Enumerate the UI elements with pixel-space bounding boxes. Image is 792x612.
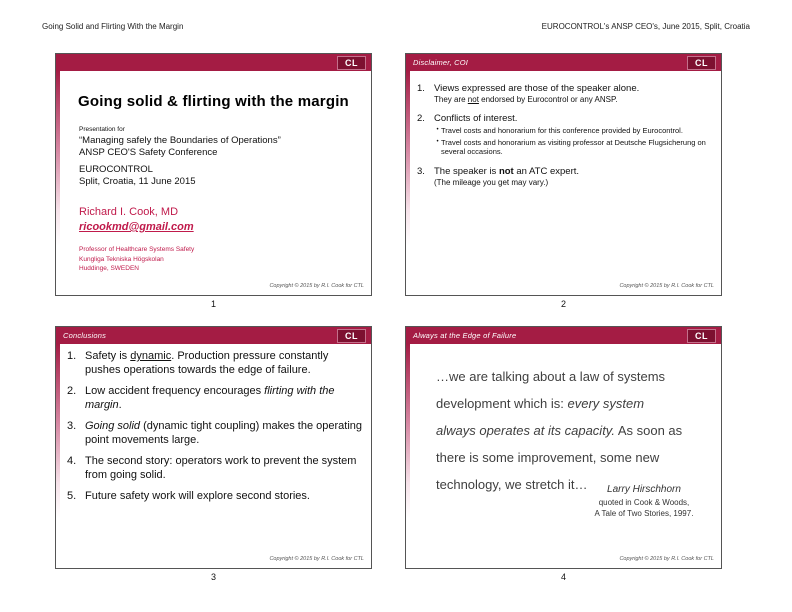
list-item-number: 1.	[417, 83, 425, 94]
bullet-icon: •	[436, 127, 439, 133]
numbered-list	[417, 83, 713, 196]
presentation-kicker: Presentation for	[79, 126, 125, 133]
attribution-name: Larry Hirschhorn	[607, 484, 681, 495]
list-item-number: 5.	[67, 490, 77, 502]
left-gradient-strip	[56, 344, 60, 568]
slide-1-title-bar	[56, 54, 371, 71]
list-item-number: 2.	[417, 113, 425, 124]
conference-name: ANSP CEO'S Safety Conference	[79, 147, 218, 158]
slide-3-conclusions	[55, 326, 372, 569]
ctl-logo: CL	[337, 56, 366, 70]
list-item-text: Conflicts of interest.	[434, 113, 518, 124]
slide-4-quote	[405, 326, 722, 569]
ctl-logo: CL	[687, 56, 716, 70]
affiliation-line: Kungliga Tekniska Högskolan	[79, 255, 164, 263]
left-gradient-strip	[56, 71, 60, 295]
presentation-title: Going solid & flirting with the margin	[78, 93, 349, 110]
list-item-subtext: They are not endorsed by Eurocontrol or any ANSP.	[434, 95, 618, 104]
copyright-notice: Copyright © 2015 by R.I. Cook for CTL	[619, 283, 714, 289]
list-item: 4. The second story: operators work to prevent the system from going solid.	[67, 455, 357, 481]
venue-info	[79, 164, 196, 188]
slide-1-title-slide	[55, 53, 372, 296]
left-gradient-strip	[406, 71, 410, 295]
author-name: Richard I. Cook, MD	[79, 206, 179, 218]
list-item-number: 1.	[67, 350, 77, 362]
handout-header-right: EUROCONTROL's ANSP CEO's, June 2015, Split, Croatia	[541, 22, 750, 31]
conference-info	[79, 135, 281, 159]
bullet-icon: •	[436, 138, 439, 145]
slide-bar-title: Conclusions	[63, 331, 107, 340]
quote-text: …we are talking about a law of systems development which is: every system always operates at its capacity. As soon as there is some improvement, some new technology, we stretch it…	[436, 369, 683, 492]
slide-4-title-bar	[406, 327, 721, 344]
copyright-notice: Copyright © 2015 by R.I. Cook for CTL	[269, 283, 364, 289]
list-item: 3. Going solid (dynamic tight coupling) makes the operating point movements large.	[67, 420, 362, 446]
list-item-text: Views expressed are those of the speaker alone.	[434, 83, 640, 94]
copyright-notice: Copyright © 2015 by R.I. Cook for CTL	[269, 556, 364, 562]
list-item: 5. Future safety work will explore second stories.	[67, 490, 310, 502]
slide-page-number: 2	[560, 299, 566, 309]
ctl-logo: CL	[687, 329, 716, 343]
quote-attribution	[569, 484, 719, 519]
numbered-list	[67, 350, 363, 512]
list-item: 1. Safety is dynamic. Production pressure constantly pushes operations towards the edge of failure.	[67, 350, 329, 376]
slide-bar-title: Always at the Edge of Failure	[413, 331, 517, 340]
attribution-source: quoted in Cook & Woods,	[598, 498, 690, 507]
list-item	[417, 113, 713, 157]
list-item: 2. Low accident frequency encourages flirting with the margin.	[67, 385, 335, 411]
organization: EUROCONTROL	[79, 164, 153, 175]
sub-bullet: • Travel costs and honorarium for this conference provided by Eurocontrol.	[434, 126, 713, 136]
left-gradient-strip	[406, 344, 410, 568]
list-item-number: 3.	[67, 420, 77, 432]
slide-page-number: 1	[210, 299, 216, 309]
affiliation-line: Professor of Healthcare Systems Safety	[79, 246, 195, 253]
slide-bar-title: Disclaimer, COI	[413, 58, 469, 67]
slide-3-title-bar	[56, 327, 371, 344]
list-item	[417, 83, 713, 104]
list-item-text: The speaker is not an ATC expert.	[434, 165, 580, 177]
author-affiliation	[79, 245, 194, 274]
handout-header-left: Going Solid and Flirting With the Margin	[42, 22, 184, 31]
venue-date: Split, Croatia, 11 June 2015	[79, 176, 196, 187]
list-item-number: 3.	[417, 165, 425, 177]
conference-quote: “Managing safely the Boundaries of Operations”	[79, 135, 281, 146]
list-item-number: 2.	[67, 385, 77, 397]
slide-2-disclaimer	[405, 53, 722, 296]
copyright-notice: Copyright © 2015 by R.I. Cook for CTL	[619, 556, 714, 562]
author-email-link[interactable]: ricookmd@gmail.com	[79, 221, 194, 233]
affiliation-line: Huddinge, SWEDEN	[79, 265, 139, 272]
ctl-logo: CL	[337, 329, 366, 343]
list-item-number: 4.	[67, 455, 77, 467]
slide-page-number: 3	[210, 572, 216, 582]
list-item-subtext: (The mileage you get may vary.)	[434, 177, 549, 187]
list-item	[417, 166, 713, 187]
attribution-source: A Tale of Two Stories, 1997.	[594, 509, 694, 518]
slide-2-title-bar	[406, 54, 721, 71]
slide-page-number: 4	[560, 572, 566, 582]
sub-bullet: • Travel costs and honorarium as visiting professor at Deutsche Flugsicherung on several occasions.	[434, 138, 713, 157]
